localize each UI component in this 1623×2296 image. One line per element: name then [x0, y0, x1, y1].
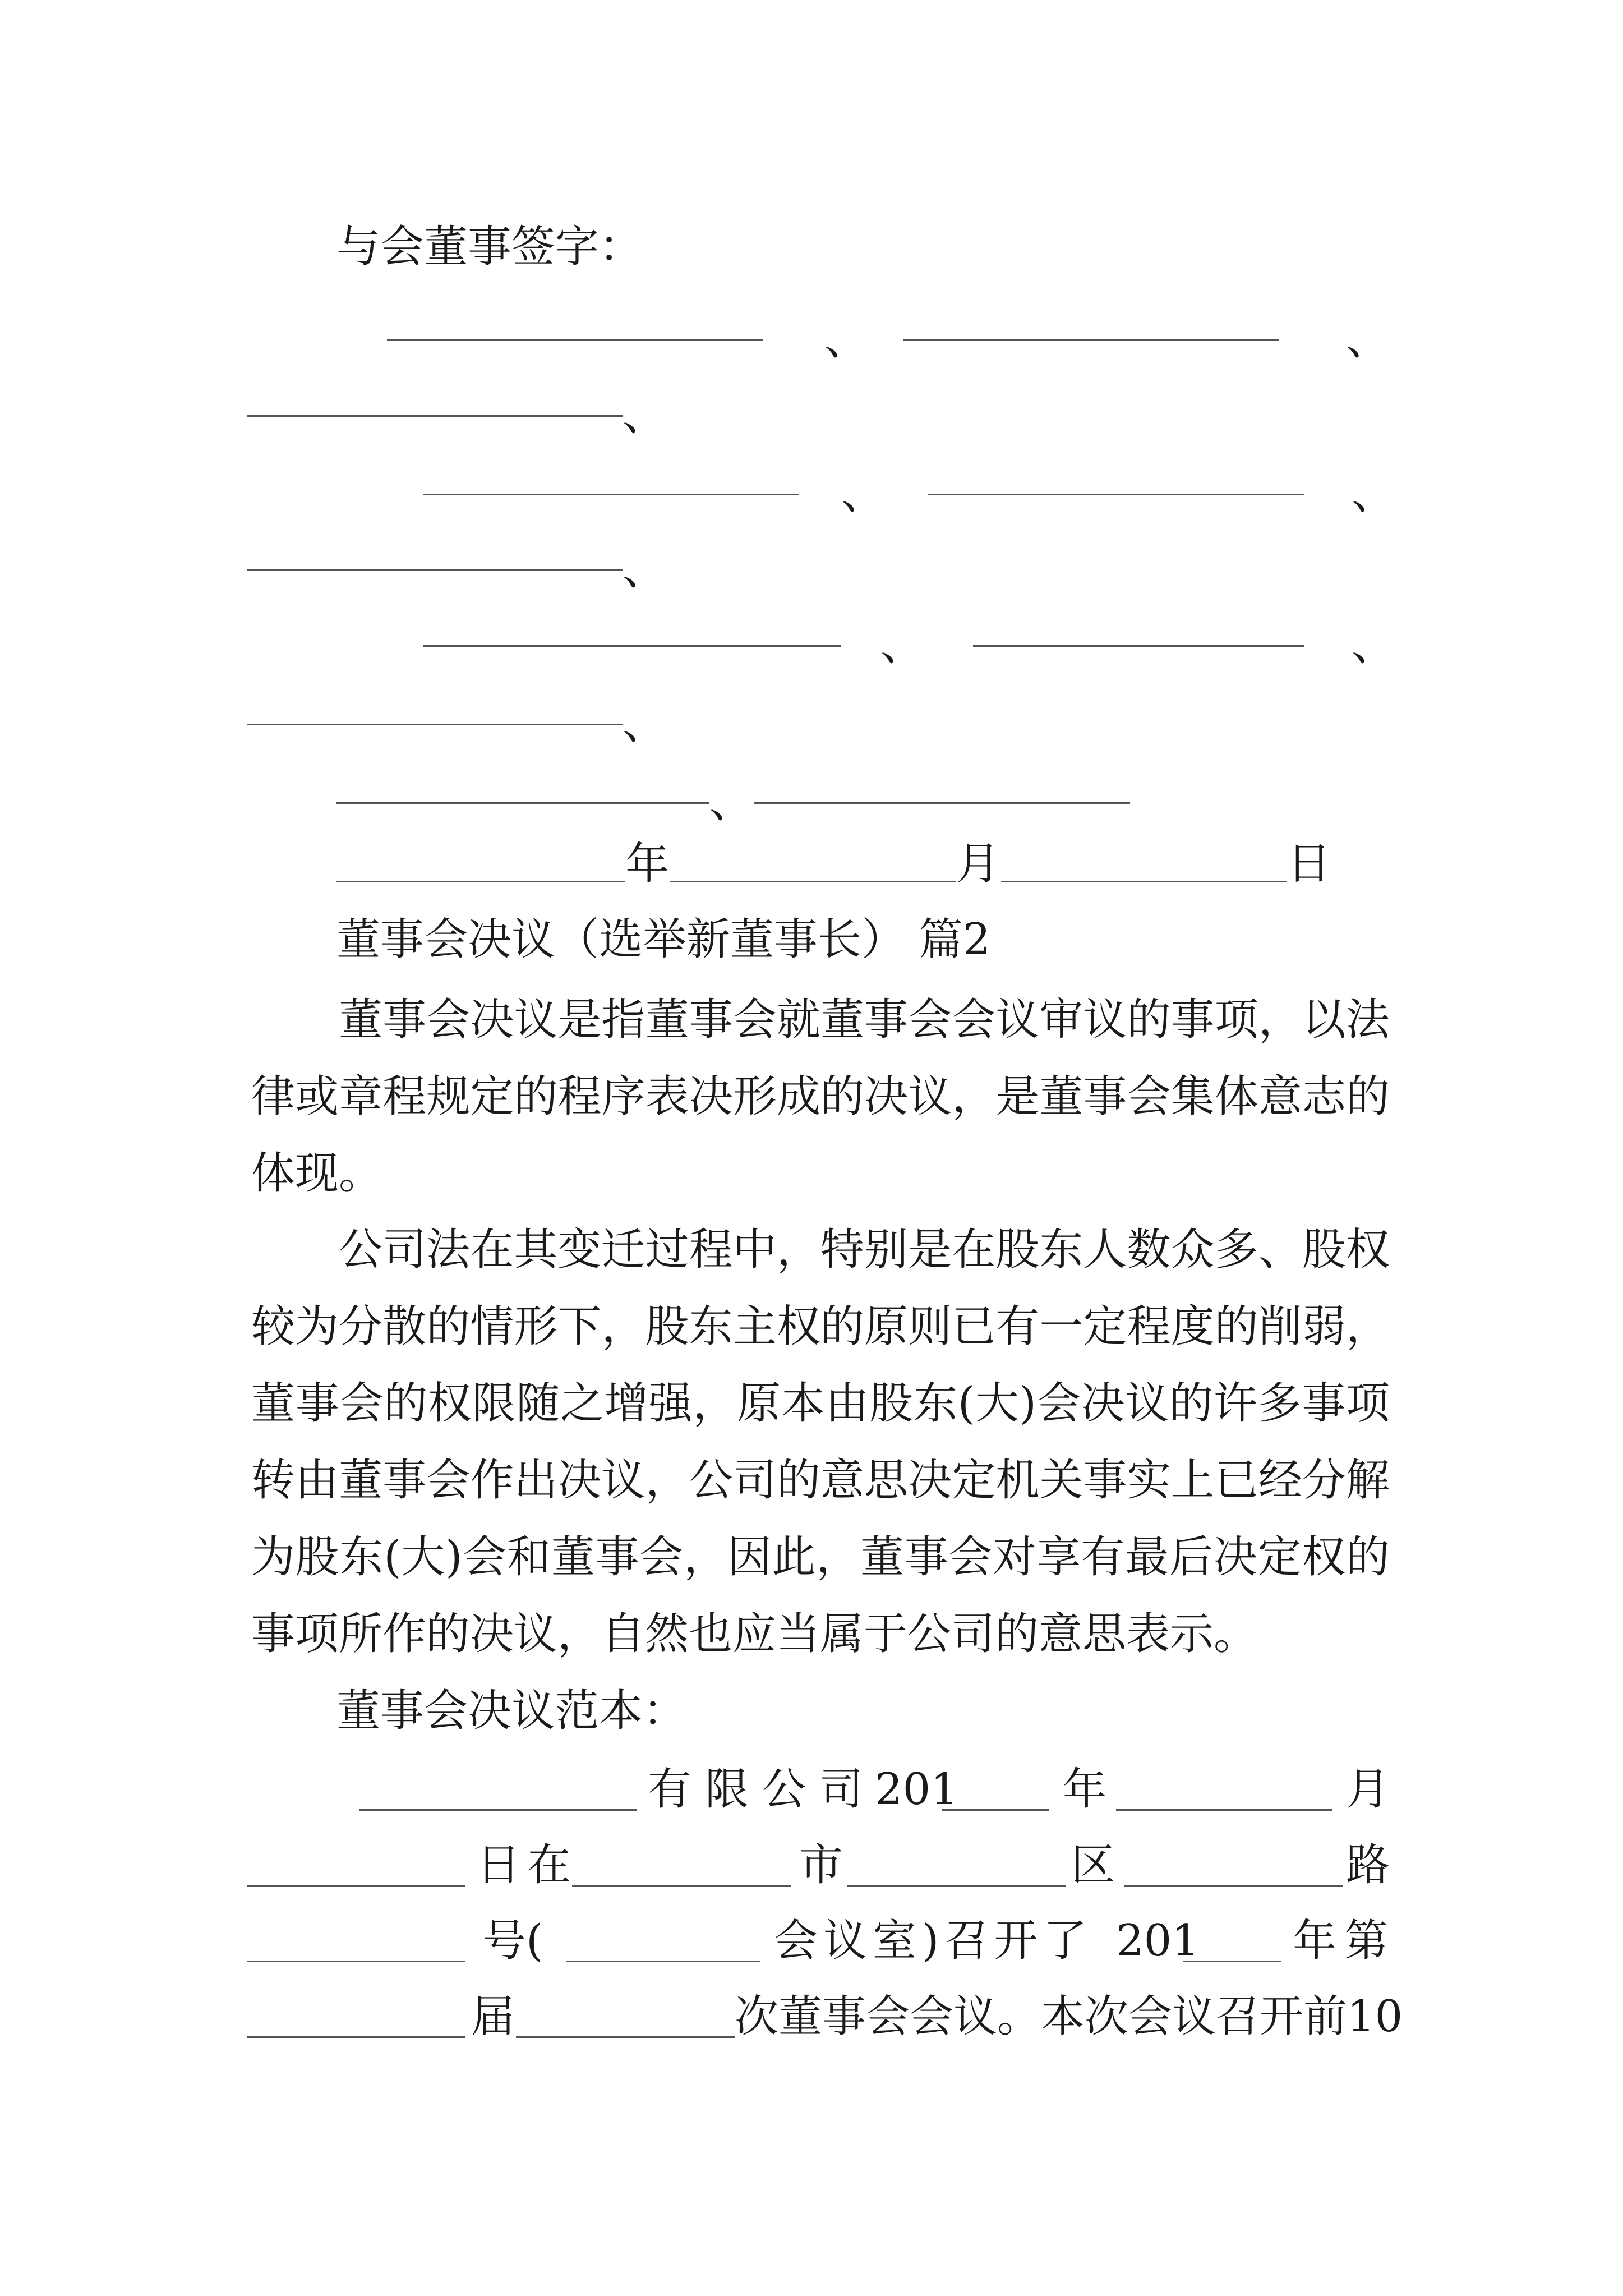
date-day-blank[interactable]	[1001, 881, 1287, 882]
meeting-count-blank[interactable]	[516, 2036, 735, 2038]
signature-blank[interactable]	[247, 569, 623, 571]
date-day-label: 日	[1287, 839, 1331, 889]
template-month-label: 月	[1346, 1764, 1390, 1815]
company-name-blank[interactable]	[359, 1809, 637, 1811]
template-road-label: 路	[1346, 1840, 1390, 1890]
template-meeting-room-label: 会议室)召开了	[774, 1916, 1093, 1966]
template-year-prefix-2: 201	[1116, 1916, 1200, 1966]
date-year-label: 年	[625, 839, 670, 889]
signature-blank[interactable]	[423, 494, 799, 495]
separator: 、	[623, 544, 667, 595]
template-district-label: 区	[1071, 1840, 1115, 1890]
signature-blank[interactable]	[423, 645, 841, 647]
template-year-no-label: 年第	[1293, 1916, 1396, 1966]
template-meeting-tail: 次董事会会议。本次会议召开前10	[735, 1991, 1403, 2042]
separator: 、	[880, 620, 925, 670]
template-session-label: 届	[471, 1991, 515, 2042]
date-year-blank[interactable]	[336, 881, 625, 882]
signature-blank[interactable]	[928, 494, 1304, 495]
template-day-at-label: 日在	[477, 1840, 578, 1890]
day-blank[interactable]	[247, 1885, 465, 1887]
separator: 、	[1352, 620, 1396, 670]
separator: 、	[824, 314, 869, 365]
separator: 、	[623, 390, 667, 440]
year-blank[interactable]	[942, 1809, 1049, 1811]
date-month-blank[interactable]	[670, 881, 956, 882]
template-heading: 董事会决议范本：	[336, 1686, 687, 1736]
signature-blank[interactable]	[754, 802, 1130, 804]
month-blank[interactable]	[1116, 1809, 1332, 1811]
paragraph-company-law: 公司法在其变迁过程中，特别是在股东人数众多、股权较为分散的情形下，股东主权的原则已有一定程度的削弱，董事会的权限随之增强，原本由股东(大)会决议的许多事项转由董事会作出决议，公司的意思决定机关事实上已经分解为股东(大)会和董事会，因此，董事会对享有最后决定权的事项所作的决议，自然也应当属于公司的意思表示。	[251, 1225, 1390, 1659]
paragraph-definition: 董事会决议是指董事会就董事会会议审议的事项，以法律或章程规定的程序表决形成的决议，是董事会集体意志的体现。	[251, 995, 1390, 1199]
signature-blank[interactable]	[247, 415, 623, 417]
date-month-label: 月	[956, 839, 1000, 889]
template-city-label: 市	[799, 1840, 843, 1890]
road-blank[interactable]	[1124, 1885, 1343, 1887]
meeting-room-blank[interactable]	[566, 1961, 760, 1962]
separator: 、	[841, 468, 886, 519]
year-blank-2[interactable]	[1183, 1961, 1281, 1962]
separator: 、	[623, 698, 667, 749]
session-blank[interactable]	[247, 2036, 465, 2038]
separator: 、	[709, 777, 754, 827]
section-heading: 董事会决议（选举新董事长） 篇2	[336, 914, 991, 965]
district-blank[interactable]	[847, 1885, 1066, 1887]
separator: 、	[1346, 314, 1390, 365]
signature-blank[interactable]	[973, 645, 1304, 647]
template-year-prefix: 201	[875, 1764, 958, 1815]
signature-label: 与会董事签字：	[336, 222, 643, 272]
city-blank[interactable]	[572, 1885, 791, 1887]
template-year-label: 年	[1063, 1764, 1107, 1815]
signature-blank[interactable]	[336, 802, 709, 804]
signature-blank[interactable]	[387, 339, 763, 341]
signature-blank[interactable]	[247, 724, 623, 725]
number-blank[interactable]	[247, 1961, 465, 1962]
signature-blank[interactable]	[903, 339, 1279, 341]
separator: 、	[1352, 468, 1396, 519]
template-company-label: 有限公司	[648, 1764, 877, 1815]
template-number-label: 号(	[482, 1916, 543, 1966]
